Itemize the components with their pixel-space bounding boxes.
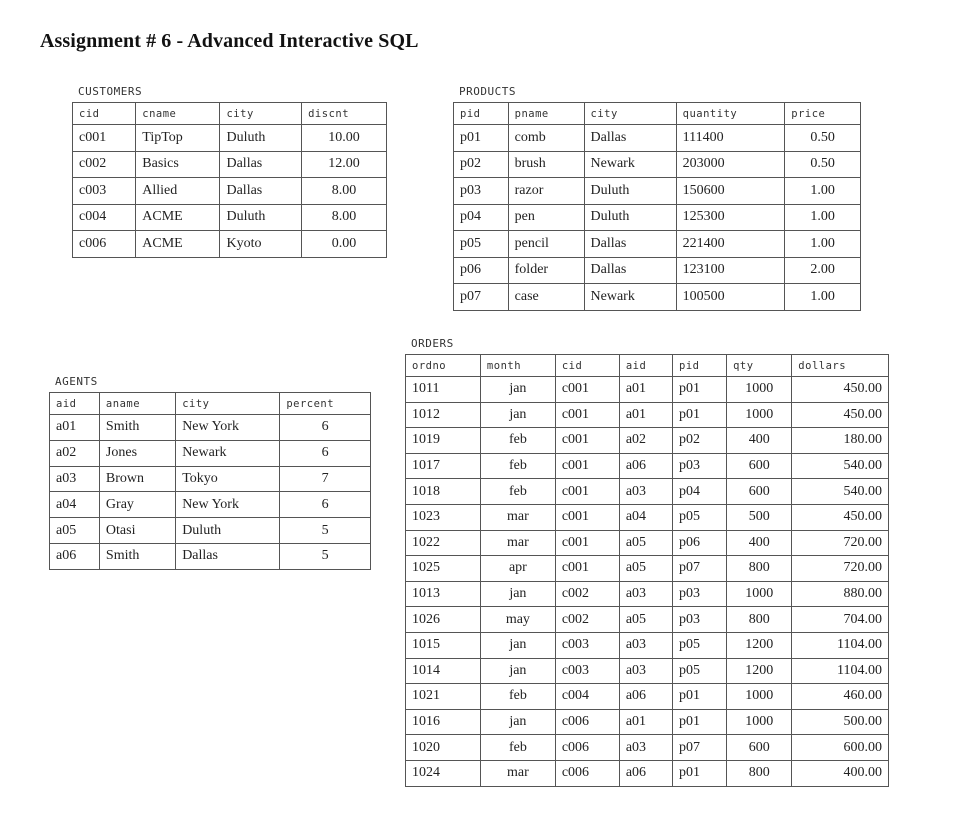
table-cell-pid: p01 (673, 760, 727, 786)
table-cell-qty: 400 (727, 428, 792, 454)
table-cell-city: Kyoto (220, 231, 302, 258)
table-cell-price: 1.00 (785, 284, 861, 311)
table-cell-month: jan (480, 402, 555, 428)
table-label: AGENTS (55, 375, 98, 388)
column-header-cid: cid (73, 103, 136, 125)
table-cell-percent: 5 (280, 543, 371, 569)
table-cell-aid: a05 (50, 518, 100, 544)
table-cell-pname: razor (508, 178, 584, 205)
table-cell-cid: c001 (555, 402, 619, 428)
table-row (406, 556, 889, 582)
table-row (50, 466, 371, 492)
table-cell-month: mar (480, 504, 555, 530)
column-header-aid: aid (50, 393, 100, 415)
table-row (454, 231, 861, 258)
table-cell-quantity: 100500 (676, 284, 785, 311)
table-row (50, 518, 371, 544)
table-cell-quantity: 150600 (676, 178, 785, 205)
table-cell-pid: p07 (673, 556, 727, 582)
table-cell-qty: 500 (727, 504, 792, 530)
table-cell-qty: 1000 (727, 581, 792, 607)
table-cell-aid: a05 (619, 556, 672, 582)
table-cell-pid: p07 (454, 284, 509, 311)
table-cell-month: jan (480, 632, 555, 658)
table-cell-city: Dallas (220, 151, 302, 178)
table-cell-ordno: 1014 (406, 658, 481, 684)
table-cell-dollars: 540.00 (792, 479, 889, 505)
column-header-aid: aid (619, 355, 672, 377)
table-cell-aid: a05 (619, 607, 672, 633)
table-cell-discnt: 0.00 (302, 231, 387, 258)
column-header-pid: pid (454, 103, 509, 125)
table-cell-pname: case (508, 284, 584, 311)
table-row (454, 204, 861, 231)
customers-table (72, 102, 387, 258)
table-cell-month: jan (480, 658, 555, 684)
table-cell-dollars: 1104.00 (792, 632, 889, 658)
table-cell-city: Duluth (176, 518, 280, 544)
table-cell-aid: a03 (619, 479, 672, 505)
table-cell-ordno: 1021 (406, 684, 481, 710)
table-cell-aid: a01 (619, 709, 672, 735)
column-header-pid: pid (673, 355, 727, 377)
table-row (406, 709, 889, 735)
table-cell-aid: a06 (50, 543, 100, 569)
table-cell-dollars: 450.00 (792, 504, 889, 530)
table-cell-pid: p06 (673, 530, 727, 556)
table-row (406, 504, 889, 530)
table-cell-dollars: 880.00 (792, 581, 889, 607)
table-row (406, 658, 889, 684)
page-title: Assignment # 6 - Advanced Interactive SQL (40, 30, 419, 52)
table-row (454, 257, 861, 284)
table-cell-cid: c003 (555, 632, 619, 658)
table-cell-cid: c003 (73, 178, 136, 205)
table-cell-city: Dallas (584, 257, 676, 284)
column-header-city: city (220, 103, 302, 125)
column-header-pname: pname (508, 103, 584, 125)
table-cell-ordno: 1012 (406, 402, 481, 428)
table-row (50, 492, 371, 518)
table-cell-city: Newark (584, 284, 676, 311)
table-cell-city: New York (176, 492, 280, 518)
table-row (73, 125, 387, 152)
table-row (406, 632, 889, 658)
table-cell-pid: p02 (454, 151, 509, 178)
table-cell-month: feb (480, 684, 555, 710)
table-cell-aid: a06 (619, 453, 672, 479)
table-cell-city: Dallas (584, 231, 676, 258)
table-cell-ordno: 1011 (406, 377, 481, 403)
table-cell-city: Duluth (584, 204, 676, 231)
table-cell-ordno: 1022 (406, 530, 481, 556)
orders-table-block (405, 337, 889, 787)
table-cell-pid: p06 (454, 257, 509, 284)
table-cell-qty: 800 (727, 556, 792, 582)
table-cell-cid: c006 (73, 231, 136, 258)
column-header-ordno: ordno (406, 355, 481, 377)
table-cell-cid: c001 (555, 453, 619, 479)
table-cell-aid: a02 (619, 428, 672, 454)
table-cell-qty: 600 (727, 453, 792, 479)
table-cell-discnt: 8.00 (302, 178, 387, 205)
table-row (50, 415, 371, 441)
table-cell-quantity: 123100 (676, 257, 785, 284)
table-cell-qty: 1200 (727, 658, 792, 684)
table-cell-cid: c006 (555, 760, 619, 786)
table-cell-cid: c001 (555, 504, 619, 530)
header-row (406, 355, 889, 377)
table-cell-aid: a01 (619, 402, 672, 428)
table-cell-pid: p05 (454, 231, 509, 258)
table-cell-cid: c006 (555, 709, 619, 735)
table-cell-pid: p05 (673, 504, 727, 530)
table-cell-aid: a03 (619, 632, 672, 658)
table-cell-city: New York (176, 415, 280, 441)
table-cell-city: Dallas (176, 543, 280, 569)
column-header-dollars: dollars (792, 355, 889, 377)
table-cell-cid: c001 (555, 428, 619, 454)
table-label: ORDERS (411, 337, 454, 350)
table-cell-city: Duluth (584, 178, 676, 205)
column-header-qty: qty (727, 355, 792, 377)
table-row (406, 735, 889, 761)
header-row (454, 103, 861, 125)
table-cell-cid: c006 (555, 735, 619, 761)
table-row (73, 204, 387, 231)
table-cell-price: 0.50 (785, 151, 861, 178)
table-label: PRODUCTS (459, 85, 516, 98)
table-cell-quantity: 203000 (676, 151, 785, 178)
table-cell-month: may (480, 607, 555, 633)
table-cell-cname: Basics (136, 151, 220, 178)
table-cell-price: 1.00 (785, 204, 861, 231)
table-cell-pid: p07 (673, 735, 727, 761)
table-cell-pname: pen (508, 204, 584, 231)
table-row (406, 479, 889, 505)
table-cell-dollars: 400.00 (792, 760, 889, 786)
table-cell-aid: a03 (50, 466, 100, 492)
table-cell-aname: Jones (99, 440, 175, 466)
table-cell-percent: 5 (280, 518, 371, 544)
table-cell-dollars: 180.00 (792, 428, 889, 454)
table-cell-ordno: 1017 (406, 453, 481, 479)
table-cell-aid: a03 (619, 658, 672, 684)
table-cell-city: Tokyo (176, 466, 280, 492)
table-row (406, 684, 889, 710)
table-row (73, 178, 387, 205)
table-cell-aid: a06 (619, 684, 672, 710)
table-cell-qty: 600 (727, 479, 792, 505)
table-cell-pid: p04 (454, 204, 509, 231)
table-cell-month: feb (480, 428, 555, 454)
column-header-cid: cid (555, 355, 619, 377)
table-cell-month: jan (480, 581, 555, 607)
table-cell-pid: p05 (673, 658, 727, 684)
table-row (406, 428, 889, 454)
column-header-cname: cname (136, 103, 220, 125)
table-cell-aid: a02 (50, 440, 100, 466)
table-cell-pid: p01 (673, 402, 727, 428)
table-cell-aid: a05 (619, 530, 672, 556)
table-cell-cname: ACME (136, 204, 220, 231)
table-cell-dollars: 720.00 (792, 556, 889, 582)
table-row (406, 607, 889, 633)
table-cell-city: Duluth (220, 125, 302, 152)
table-cell-cname: TipTop (136, 125, 220, 152)
table-cell-quantity: 111400 (676, 125, 785, 152)
table-cell-dollars: 450.00 (792, 377, 889, 403)
table-cell-aid: a01 (50, 415, 100, 441)
header-row (73, 103, 387, 125)
table-cell-cid: c001 (555, 530, 619, 556)
table-cell-qty: 600 (727, 735, 792, 761)
header-row (50, 393, 371, 415)
table-cell-city: Dallas (584, 125, 676, 152)
table-cell-cid: c004 (555, 684, 619, 710)
table-cell-pname: brush (508, 151, 584, 178)
table-cell-qty: 1000 (727, 402, 792, 428)
table-cell-qty: 1200 (727, 632, 792, 658)
agents-table-block (49, 375, 371, 570)
table-cell-qty: 1000 (727, 684, 792, 710)
products-table-block (453, 85, 861, 311)
table-cell-price: 1.00 (785, 231, 861, 258)
orders-table (405, 354, 889, 787)
table-cell-month: feb (480, 479, 555, 505)
table-cell-pid: p01 (673, 709, 727, 735)
table-cell-pname: comb (508, 125, 584, 152)
table-cell-dollars: 600.00 (792, 735, 889, 761)
table-cell-ordno: 1026 (406, 607, 481, 633)
column-header-city: city (176, 393, 280, 415)
table-cell-aid: a04 (619, 504, 672, 530)
column-header-percent: percent (280, 393, 371, 415)
table-cell-ordno: 1013 (406, 581, 481, 607)
table-row (406, 402, 889, 428)
table-cell-qty: 800 (727, 760, 792, 786)
table-cell-cid: c001 (555, 377, 619, 403)
table-cell-pid: p03 (673, 453, 727, 479)
table-cell-price: 0.50 (785, 125, 861, 152)
table-cell-pid: p02 (673, 428, 727, 454)
table-row (50, 543, 371, 569)
table-cell-pname: pencil (508, 231, 584, 258)
table-cell-month: mar (480, 760, 555, 786)
table-cell-pid: p03 (454, 178, 509, 205)
table-cell-quantity: 125300 (676, 204, 785, 231)
table-cell-percent: 6 (280, 415, 371, 441)
table-cell-pid: p04 (673, 479, 727, 505)
table-cell-ordno: 1015 (406, 632, 481, 658)
table-cell-ordno: 1025 (406, 556, 481, 582)
table-cell-pid: p01 (454, 125, 509, 152)
table-cell-aid: a06 (619, 760, 672, 786)
table-cell-percent: 7 (280, 466, 371, 492)
table-row (406, 581, 889, 607)
table-cell-ordno: 1024 (406, 760, 481, 786)
table-cell-aname: Gray (99, 492, 175, 518)
column-header-discnt: discnt (302, 103, 387, 125)
table-cell-dollars: 500.00 (792, 709, 889, 735)
table-cell-pid: p05 (673, 632, 727, 658)
table-row (406, 377, 889, 403)
table-cell-ordno: 1018 (406, 479, 481, 505)
table-cell-dollars: 540.00 (792, 453, 889, 479)
table-cell-cid: c004 (73, 204, 136, 231)
table-cell-dollars: 450.00 (792, 402, 889, 428)
table-cell-pid: p01 (673, 377, 727, 403)
table-cell-discnt: 8.00 (302, 204, 387, 231)
table-cell-ordno: 1019 (406, 428, 481, 454)
table-row (454, 125, 861, 152)
table-cell-ordno: 1023 (406, 504, 481, 530)
table-cell-discnt: 12.00 (302, 151, 387, 178)
table-cell-aname: Smith (99, 543, 175, 569)
table-cell-city: Newark (176, 440, 280, 466)
table-row (406, 530, 889, 556)
column-header-aname: aname (99, 393, 175, 415)
table-row (454, 178, 861, 205)
column-header-quantity: quantity (676, 103, 785, 125)
table-cell-quantity: 221400 (676, 231, 785, 258)
table-cell-qty: 800 (727, 607, 792, 633)
table-cell-city: Newark (584, 151, 676, 178)
table-cell-month: jan (480, 709, 555, 735)
table-cell-ordno: 1020 (406, 735, 481, 761)
table-row (406, 453, 889, 479)
products-table (453, 102, 861, 311)
table-cell-ordno: 1016 (406, 709, 481, 735)
table-cell-cid: c001 (555, 556, 619, 582)
table-cell-aname: Smith (99, 415, 175, 441)
table-cell-city: Duluth (220, 204, 302, 231)
table-cell-month: feb (480, 735, 555, 761)
table-row (73, 151, 387, 178)
table-row (50, 440, 371, 466)
table-cell-aid: a01 (619, 377, 672, 403)
table-cell-cid: c002 (555, 607, 619, 633)
table-cell-aid: a04 (50, 492, 100, 518)
customers-table-block (72, 85, 387, 258)
table-cell-cid: c001 (73, 125, 136, 152)
table-cell-percent: 6 (280, 492, 371, 518)
column-header-month: month (480, 355, 555, 377)
table-row (73, 231, 387, 258)
table-cell-qty: 1000 (727, 709, 792, 735)
table-cell-month: mar (480, 530, 555, 556)
table-cell-cname: Allied (136, 178, 220, 205)
table-cell-pid: p01 (673, 684, 727, 710)
table-cell-price: 1.00 (785, 178, 861, 205)
column-header-city: city (584, 103, 676, 125)
table-cell-month: jan (480, 377, 555, 403)
table-cell-pname: folder (508, 257, 584, 284)
table-label: CUSTOMERS (78, 85, 143, 98)
table-row (406, 760, 889, 786)
table-cell-price: 2.00 (785, 257, 861, 284)
table-cell-cid: c003 (555, 658, 619, 684)
table-cell-cid: c002 (555, 581, 619, 607)
table-cell-aid: a03 (619, 581, 672, 607)
table-cell-month: apr (480, 556, 555, 582)
table-cell-dollars: 720.00 (792, 530, 889, 556)
table-row (454, 284, 861, 311)
table-cell-pid: p03 (673, 607, 727, 633)
table-cell-cname: ACME (136, 231, 220, 258)
table-cell-dollars: 704.00 (792, 607, 889, 633)
table-cell-aid: a03 (619, 735, 672, 761)
table-cell-percent: 6 (280, 440, 371, 466)
table-cell-dollars: 1104.00 (792, 658, 889, 684)
agents-table (49, 392, 371, 570)
table-cell-dollars: 460.00 (792, 684, 889, 710)
table-cell-aname: Brown (99, 466, 175, 492)
table-cell-month: feb (480, 453, 555, 479)
table-row (454, 151, 861, 178)
table-cell-cid: c001 (555, 479, 619, 505)
table-cell-aname: Otasi (99, 518, 175, 544)
column-header-price: price (785, 103, 861, 125)
table-cell-city: Dallas (220, 178, 302, 205)
table-cell-pid: p03 (673, 581, 727, 607)
table-cell-qty: 1000 (727, 377, 792, 403)
table-cell-discnt: 10.00 (302, 125, 387, 152)
table-cell-cid: c002 (73, 151, 136, 178)
table-cell-qty: 400 (727, 530, 792, 556)
